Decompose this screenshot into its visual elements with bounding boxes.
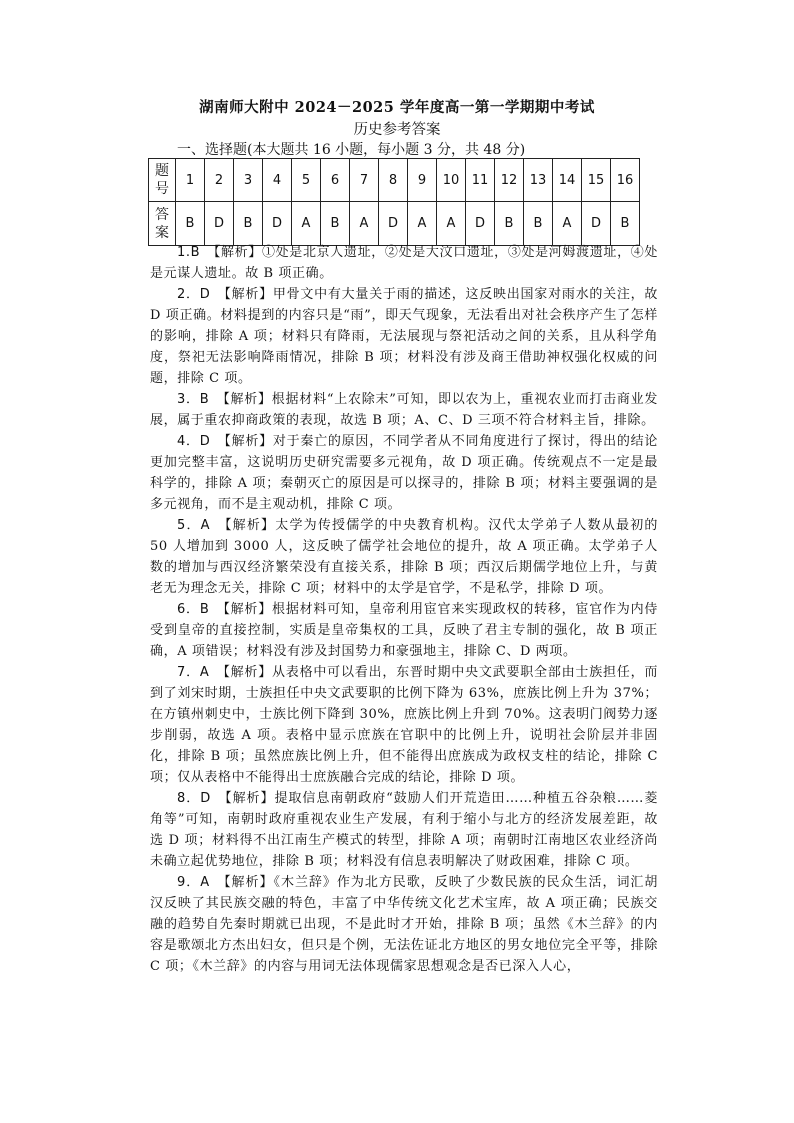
answer-cell: A	[292, 202, 321, 246]
explanation-label: 3．B 【解析】	[177, 392, 272, 407]
answer-cell: B	[176, 202, 205, 246]
explanation-paragraph	[150, 284, 658, 389]
question-number-cell: 3	[234, 159, 263, 202]
explanation-label: 4．D 【解析】	[177, 434, 273, 449]
explanation-text: 对于秦亡的原因，不同学者从不同角度进行了探讨，得出的结论更加完整丰富，这说明历史研究需要多元视角，故 D 项正确。传统观点不一定是最科学的，排除 A 项；秦朝灭亡的原因是可以探寻的，排除 B 项；材料主要强调的是多元视角，而不是主观动机，排除 C 项。	[150, 434, 658, 512]
explanation-text: 根据材料可知，皇帝利用宦官来实现政权的转移，宦官作为内侍受到皇帝的直接控制，实质是皇帝集权的工具，反映了君主专制的强化，故 B 项正确，A 项错误；材料没有涉及封国势力和豪强地主，排除 C、D 两项。	[150, 602, 658, 659]
question-number-cell: 9	[408, 159, 437, 202]
answer-cell: A	[408, 202, 437, 246]
explanation-paragraph	[150, 599, 658, 662]
answer-cell: D	[582, 202, 611, 246]
question-number-cell: 12	[495, 159, 524, 202]
explanation-text: 根据材料“上农除末”可知，即以农为上，重视农业而打击商业发展，属于重农抑商政策的表现，故选 B 项；A、C、D 三项不符合材料主旨，排除。	[150, 392, 658, 428]
answer-row	[149, 202, 640, 246]
question-number-cell: 11	[466, 159, 495, 202]
question-number-cell: 15	[582, 159, 611, 202]
explanation-label: 5．A 【解析】	[177, 518, 276, 533]
explanation-paragraph	[150, 389, 658, 431]
explanation-paragraph	[150, 788, 658, 872]
explanation-paragraph	[150, 662, 658, 788]
answer-cell: B	[495, 202, 524, 246]
question-number-cell: 8	[379, 159, 408, 202]
explanation-label: 2．D 【解析】	[177, 287, 273, 302]
answer-cell: B	[321, 202, 350, 246]
explanation-paragraph	[150, 515, 658, 599]
answer-cell: B	[611, 202, 640, 246]
explanation-paragraph	[150, 242, 658, 284]
explanation-paragraph	[150, 872, 658, 977]
explanation-label: 7．A 【解析】	[177, 665, 272, 680]
question-number-cell: 10	[437, 159, 466, 202]
explanation-text: 从表格中可以看出，东晋时期中央文武要职全部由士族担任，而到了刘宋时期，士族担任中央文武要职的比例下降为 63%，庶族比例上升为 37%；在方镇州刺史中，士族比例下降到 30%，庶族比例上升到 70%。这表明门阀势力逐步削弱，故选 A 项。表格中显示庶族在官职中的比例上升，说明社会阶层并非固化，排除 B 项；虽然庶族比例上升，但不能得出庶族成为政权支柱的结论，排除 C 项；仅从表格中不能得出士庶族融合完成的结论，排除 D 项。	[150, 665, 658, 785]
question-number-cell: 4	[263, 159, 292, 202]
exam-subtitle: 历史参考答案	[353, 122, 441, 138]
explanation-label: 8．D 【解析】	[177, 791, 275, 806]
explanations	[150, 242, 658, 977]
explanation-label: 6．B 【解析】	[177, 602, 273, 617]
explanation-label: 1.B 【解析】	[177, 245, 262, 260]
explanation-text: 甲骨文中有大量关于雨的描述，这反映出国家对雨水的关注，故 D 项正确。材料提到的内容只是“雨”，即天气现象，无法看出对社会秩序产生了怎样的影响，排除 A 项；材料只有降雨，无法展现与祭祀活动之间的关系，且从科学角度，祭祀无法影响降雨情况，排除 B 项；材料没有涉及商王借助神权强化权威的问题，排除 C 项。	[150, 287, 658, 386]
answer-cell: B	[524, 202, 553, 246]
explanation-text: 太学为传授儒学的中央教育机构。汉代太学弟子人数从最初的 50 人增加到 3000 人，这反映了儒学社会地位的提升，故 A 项正确。太学弟子人数的增加与西汉经济繁荣没有直接关系，排除 B 项；西汉后期儒学地位上升，与黄老无为理念无关，排除 C 项；材料中的太学是官学，不是私学，排除 D 项。	[150, 518, 658, 596]
section-heading: 一、选择题(本大题共 16 小题，每小题 3 分，共 48 分)	[177, 142, 526, 158]
question-number-cell: 13	[524, 159, 553, 202]
answer-cell: D	[466, 202, 495, 246]
answer-cell: D	[263, 202, 292, 246]
row-header-number: 题号	[149, 159, 176, 202]
question-number-cell: 6	[321, 159, 350, 202]
question-number-cell: 16	[611, 159, 640, 202]
answer-cell: A	[553, 202, 582, 246]
answer-cell: B	[234, 202, 263, 246]
answer-table	[148, 158, 640, 246]
question-number-cell: 1	[176, 159, 205, 202]
exam-title: 湖南师大附中 2024－2025 学年度高一第一学期期中考试	[199, 99, 595, 116]
explanation-text: 提取信息南朝政府“鼓励人们开荒造田……种植五谷杂粮……菱角等”可知，南朝时政府重视农业生产发展，有利于缩小与北方的经济发展差距，故选 D 项；材料得不出江南生产模式的转型，排除 A 项；南朝时江南地区农业经济尚未确立起优势地位，排除 B 项；材料没有信息表明解决了财政困难，排除 C 项。	[150, 791, 658, 869]
answer-cell: A	[350, 202, 379, 246]
row-header-answer: 答案	[149, 202, 176, 246]
question-number-cell: 7	[350, 159, 379, 202]
explanation-text: ①处是北京人遗址，②处是大汶口遗址，③处是河姆渡遗址，④处是元谋人遗址。故 B 项正确。	[150, 245, 659, 281]
answer-cell: A	[437, 202, 466, 246]
explanation-paragraph	[150, 431, 658, 515]
explanation-text: 《木兰辞》作为北方民歌，反映了少数民族的民众生活，词汇胡汉反映了其民族交融的特色，丰富了中华传统文化艺术宝库，故 A 项正确；民族交融的趋势自先秦时期就已出现，不是此时才开始，排除 B 项；虽然《木兰辞》的内容是歌颂北方杰出妇女，但只是个例，无法佐证北方地区的男女地位完全平等，排除 C 项；《木兰辞》的内容与用词无法体现儒家思想观念是否已深入人心，	[150, 875, 658, 974]
question-number-cell: 2	[205, 159, 234, 202]
explanation-label: 9．A 【解析】	[177, 875, 274, 890]
answer-cell: D	[379, 202, 408, 246]
answer-cell: D	[205, 202, 234, 246]
question-number-cell: 14	[553, 159, 582, 202]
question-number-row	[149, 159, 640, 202]
question-number-cell: 5	[292, 159, 321, 202]
